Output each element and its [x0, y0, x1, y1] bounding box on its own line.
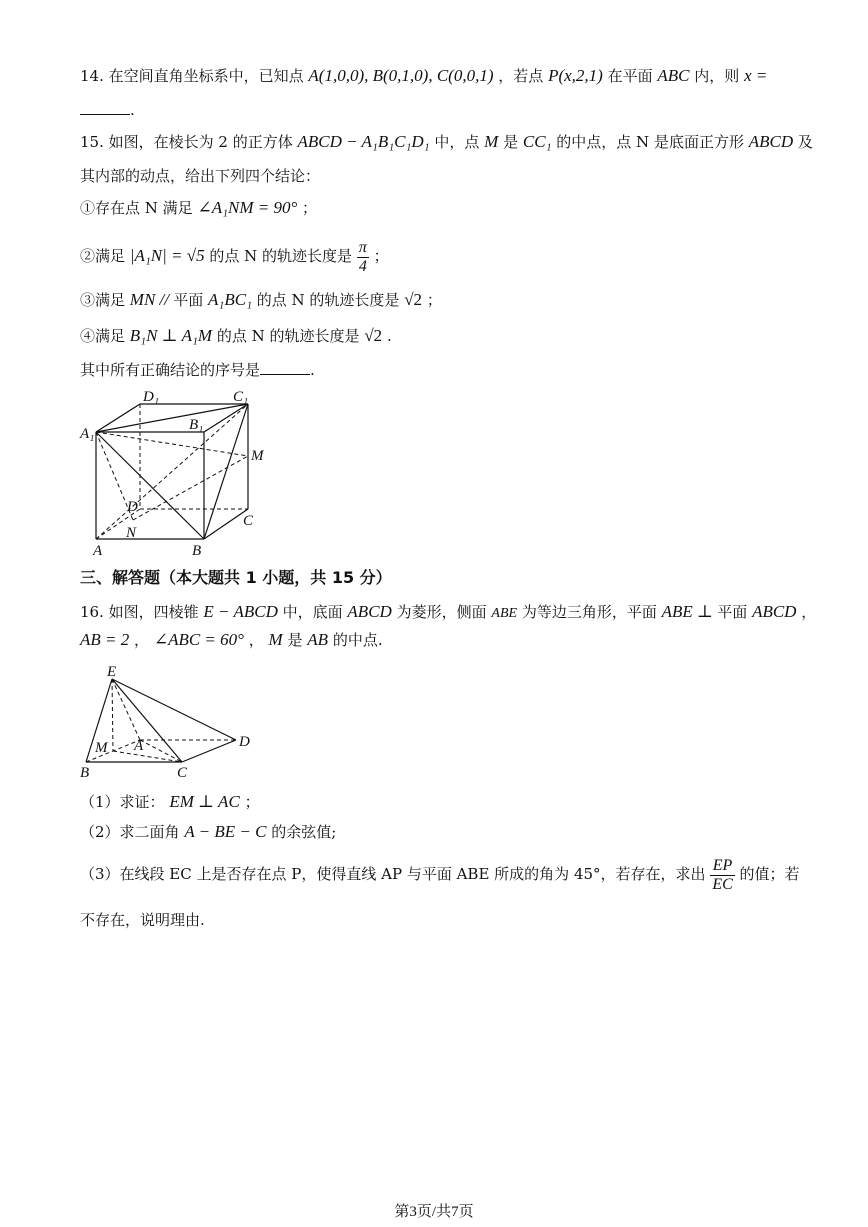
q15-conclusion-3: ③满足 MN // 平面 A₁BC₁ 的点 N 的轨迹长度是 √2 ；	[80, 290, 442, 309]
label-A1: A₁	[80, 426, 95, 442]
q14-points: A(1,0,0), B(0,1,0), C(0,0,1)	[308, 66, 494, 85]
q16-line2: AB = 2 ， ∠ABC = 60° ， M 是 AB 的中点.	[80, 630, 383, 649]
q15-conclusion-4: ④满足 B₁N ⊥ A₁M 的点 N 的轨迹长度是 √2 .	[80, 326, 392, 345]
label-N: N	[126, 525, 137, 541]
fraction-ep-over-ec: $\frac{EP}{EC}$	[712, 856, 733, 893]
answer-blank	[80, 100, 130, 115]
q16-part-3-line2: 不存在，说明理由.	[80, 911, 205, 929]
label-C: C	[243, 513, 254, 529]
q15-conclusion-2: ②满足 |A₁N| = √5 的点 N 的轨迹长度是 $\frac{\pi}{4}$ ；	[80, 238, 389, 275]
label-B1: B₁	[189, 417, 204, 433]
cube-figure	[76, 385, 276, 560]
q16-line1: 16. 如图，四棱锥 E − ABCD 中，底面 ABCD 为菱形，侧面 ABE 为等边三角形，平面 ABE ⊥ 平面 ABCD ，	[80, 602, 817, 621]
pyr-label-B: B	[80, 765, 90, 781]
pyr-label-C: C	[177, 765, 188, 781]
pyr-label-E: E	[107, 664, 117, 680]
pyr-label-D: D	[239, 734, 250, 750]
q15-line2: 其内部的动点，给出下列四个结论：	[80, 167, 321, 185]
label-C1: C₁	[233, 389, 249, 405]
label-D: D	[127, 499, 138, 515]
q15-conclusion-1: ①存在点 N 满足 ∠A₁NM = 90° ；	[80, 198, 318, 217]
fraction-pi-over-4: $\frac{\pi}{4}$	[358, 238, 367, 275]
pyr-label-M: M	[95, 740, 108, 756]
page-footer: 第3页/共7页	[394, 1204, 474, 1220]
pyramid-figure	[76, 660, 266, 782]
label-D1: D₁	[143, 389, 160, 405]
q14-line1: 14. 在空间直角坐标系中，已知点 A(1,0,0), B(0,1,0), C(0,0,1) ，若点 P(x,2,1) 在平面 ABC 内，则 x =	[80, 66, 768, 85]
label-A: A	[93, 543, 103, 559]
label-M: M	[251, 448, 264, 464]
answer-blank	[260, 360, 310, 375]
pyr-label-A: A	[134, 738, 144, 754]
label-B: B	[192, 543, 202, 559]
q16-part-1: （1）求证： EM ⊥ AC ；	[80, 792, 260, 811]
q16-part-3: （3）在线段 EC 上是否存在点 P，使得直线 AP 与平面 ABE 所成的角为 45°，若存在，求出 $\frac{EP}{EC}$ 的值；若	[80, 856, 800, 893]
q15-line1: 15. 如图，在棱长为 2 的正方体 ABCD − A₁B₁C₁D₁ 中，点 M 是 CC₁ 的中点，点 N 是底面正方形 ABCD 及	[80, 132, 813, 151]
q16-part-2: （2）求二面角 A − BE − C 的余弦值;	[80, 822, 337, 841]
section-heading: 三、解答题（本大题共 1 小题，共 15 分）	[80, 568, 392, 587]
q15-ask: 其中所有正确结论的序号是 .	[80, 361, 315, 379]
q14-point-p: P(x,2,1)	[548, 66, 603, 85]
q14-line2: .	[80, 100, 135, 120]
